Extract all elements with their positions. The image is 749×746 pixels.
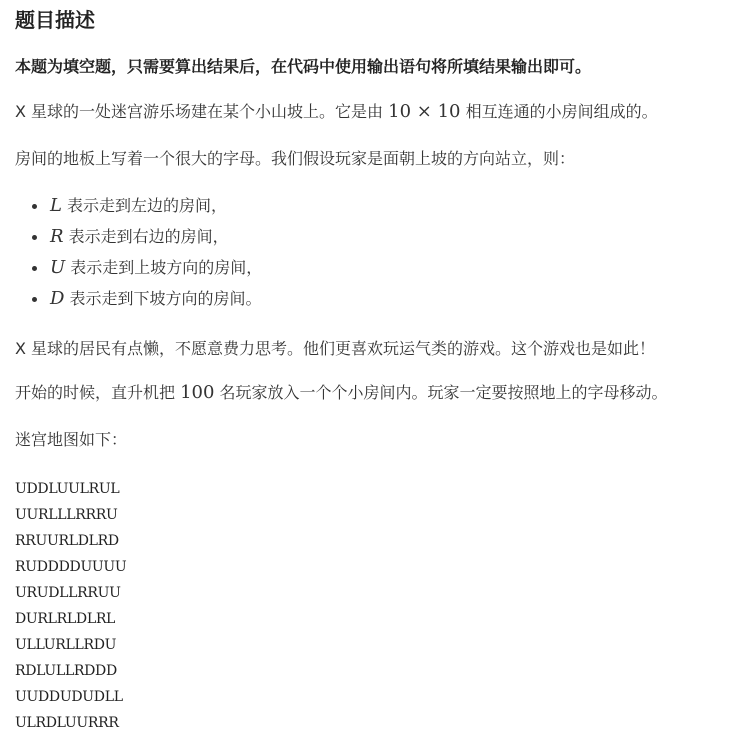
rules-list	[15, 192, 262, 316]
map-label: 迷宫地图如下：	[15, 430, 128, 449]
maze-row: RDLULLRDDD	[15, 663, 117, 679]
rule-letter: L	[50, 195, 62, 216]
maze-map	[15, 476, 126, 736]
rule-text: 表示走到上坡方向的房间，	[70, 258, 263, 277]
start-paragraph	[15, 381, 668, 405]
intro-paragraph	[15, 100, 658, 124]
start-text-after: 名玩家放入一个个小房间内。玩家一定要按照地上的字母移动。	[214, 383, 668, 402]
residents-paragraph: X 星球的居民有点懒，不愿意费力思考。他们更喜欢玩运气类的游戏。这个游戏也是如此！	[15, 339, 656, 358]
rule-text: 表示走到下坡方向的房间。	[69, 289, 262, 308]
rule-item-u	[15, 254, 262, 285]
grid-size-math: 10 × 10	[388, 101, 461, 122]
rule-text: 表示走到右边的房间，	[68, 227, 229, 246]
rule-letter: U	[50, 257, 66, 278]
fill-in-note: 本题为填空题，只需要算出结果后，在代码中使用输出语句将所填结果输出即可。	[15, 57, 592, 76]
maze-row: UDDLUULRUL	[15, 481, 120, 497]
section-title: 题目描述	[15, 8, 95, 32]
bullet-icon	[32, 204, 37, 209]
bullet-icon	[32, 266, 37, 271]
start-text-before: 开始的时候，直升机把	[15, 383, 181, 402]
intro-text-before: X 星球的一处迷宫游乐场建在某个小山坡上。它是由	[15, 102, 389, 121]
intro-text-after: 相互连通的小房间组成的。	[460, 102, 658, 121]
maze-row: UURLLLRRRU	[15, 507, 118, 523]
maze-row: RRUURLDLRD	[15, 533, 119, 549]
rule-item-l	[15, 192, 262, 223]
maze-row: URUDLLRRUU	[15, 585, 121, 601]
bullet-icon	[32, 235, 37, 240]
rule-letter: R	[50, 226, 64, 247]
bullet-icon	[32, 297, 37, 302]
rule-item-d	[15, 285, 262, 316]
maze-row: ULRDLUURRR	[15, 715, 119, 731]
maze-row: ULLURLLRDU	[15, 637, 117, 653]
rule-text: 表示走到左边的房间，	[67, 196, 228, 215]
floor-paragraph: 房间的地板上写着一个很大的字母。我们假设玩家是面朝上坡的方向站立，则：	[15, 149, 576, 168]
rule-item-r	[15, 223, 262, 254]
rule-letter: D	[50, 288, 65, 309]
maze-row: RUDDDDUUUU	[15, 559, 127, 575]
player-count: 100	[180, 382, 215, 403]
maze-row: UUDDUDUDLL	[15, 689, 123, 705]
maze-row: DURLRLDLRL	[15, 611, 116, 627]
